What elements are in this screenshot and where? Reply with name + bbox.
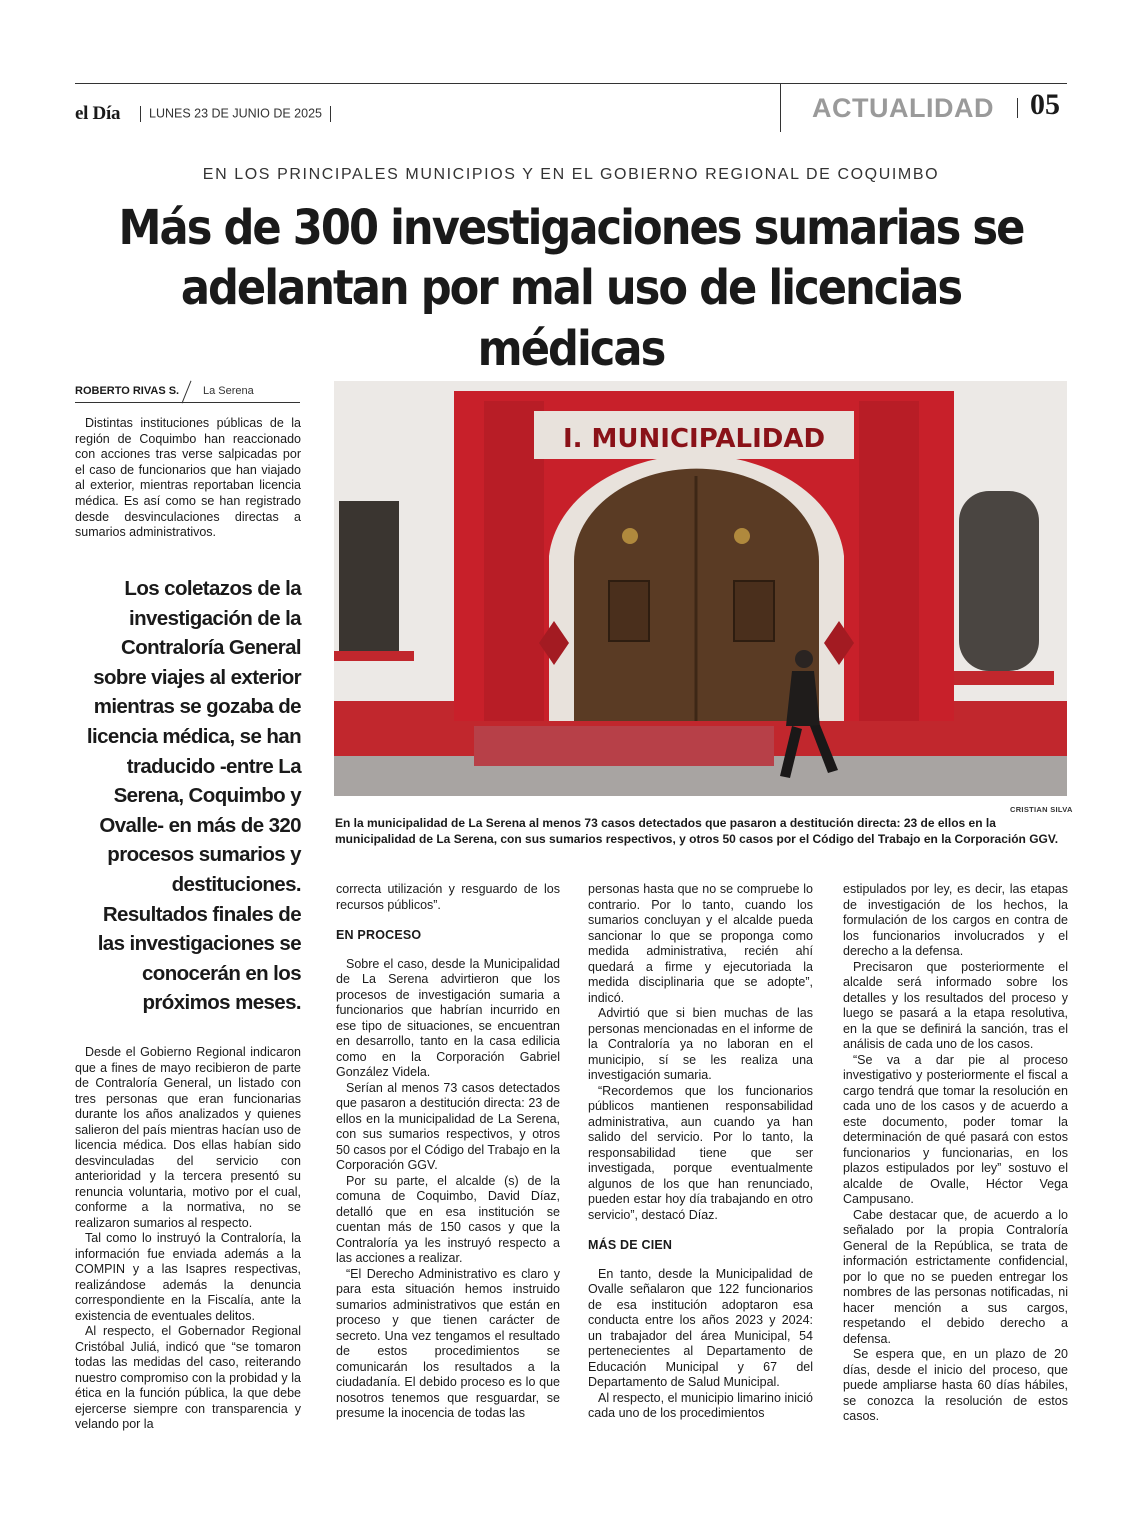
issue-date-row: [132, 106, 339, 122]
body-paragraph: Se espera que, en un plazo de 20 días, desde el inicio del proceso, que puede ampliarse hasta 60 días hábiles, se conozca la resolución de estos casos.: [843, 1347, 1068, 1423]
headline-line-1: Más de 300 investigaciones sumarias se: [118, 200, 1024, 256]
body-column-2: [336, 882, 560, 1422]
article-photo: [334, 381, 1067, 796]
newspaper-logo: el Día: [75, 103, 121, 124]
headline-line-2: adelantan por mal uso de licencias médicas: [180, 260, 962, 377]
lede-paragraph: Distintas instituciones públicas de la región de Coquimbo han reaccionado con acciones tras verse salpicadas por el caso de funcionarios que han viajado al exterior, mientras reportaban licencia médica. Es así como se han registrado desde desvinculaciones directas a sumarios administrativos.: [75, 416, 301, 540]
article-headline: [111, 198, 1031, 379]
photo-credit: CRISTIAN SILVA: [1010, 805, 1073, 814]
subhead-mas-de-cien: MÁS DE CIEN: [588, 1238, 673, 1252]
byline: [75, 382, 300, 403]
body-paragraph: Advirtió que si bien muchas de las personas mencionadas en el informe de la Contraloría ya no laboran en el municipio, sí se les realiza una investigación sumaria.: [588, 1006, 813, 1082]
byline-slash: [182, 381, 192, 404]
body-paragraph: Tal como lo instruyó la Contraloría, la información fue enviada además a la COMPIN y a las Isapres respectivas, realizándose además la denuncia correspondiente en la Fiscalía, ante la existencia de eventuales delitos.: [75, 1231, 301, 1323]
body-paragraph: Por su parte, el alcalde (s) de la comuna de Coquimbo, David Díaz, detalló que en esa institución se cuentan más de 150 casos y que la Contraloría ya les instruyó respecto a las acciones a realizar.: [336, 1173, 560, 1265]
pull-quote: Los coletazos de la investigación de la Contraloría General sobre viajes al exterior mientras se gozaba de licencia médica, se han traducido -entre La Serena, Coquimbo y Ovalle- en más de 320 procesos sumarios y destituciones. Resultados finales de las investigaciones se conocerán en los próximos meses.: [86, 577, 301, 1015]
body-paragraph: En tanto, desde la Municipalidad de Ovalle señalaron que 122 funcionarios de esa institución adoptaron esa conducta entre los años 2023 y 2024: un trabajador del área Municipal, 54 pertenecientes al Departamento de Educación Municipal y 67 del Departamento de Salud Municipal.: [588, 1266, 813, 1389]
article-lede: [75, 416, 301, 541]
body-paragraph: Al respecto, el Gobernador Regional Cristóbal Juliá, indicó que “se tomaron todas las medidas del caso, reiterando nuestro compromiso con la probidad y la ética en la función pública, la que debe ejercerse siempre con transparencia y velando por la: [75, 1324, 301, 1431]
header-rule: [75, 83, 1067, 84]
body-paragraph: Cabe destacar que, de acuerdo a lo señalado por la propia Contraloría General de la República, se trata de información estrictamente confidencial, por lo que no se pueden entregar los nombres de las personas notificadas, ni hacer mención a sus cargos, respetando el debido derecho a defensa.: [843, 1207, 1068, 1346]
issue-date: LUNES 23 DE JUNIO DE 2025: [149, 106, 322, 121]
subhead-en-proceso: EN PROCESO: [336, 928, 422, 942]
body-paragraph: Serían al menos 73 casos detectados que pasaron a destitución directa: 23 de ellos en la municipalidad de La Serena, con sus sumarios respectivos, y otros 50 casos por el Código del Trabajo en la Corporación GGV.: [336, 1080, 560, 1172]
page-number: 05: [1030, 88, 1060, 121]
body-paragraph: Precisaron que posteriormente el alcalde será informado sobre los detalles y los resultados del proceso y luego se pasará a la etapa resolutiva, en la que se definirá la sanción, tras el análisis de cada uno de los casos.: [843, 959, 1068, 1051]
body-paragraph: Sobre el caso, desde la Municipalidad de La Serena advirtieron que los procesos de investigación sumaria a funcionarios que habrían incurrido en ese tipo de situaciones, se encuentran en desarrollo, tanto en la casa edilicia como en la Corporación Gabriel González Videla.: [336, 956, 560, 1079]
building-sign: I. MUNICIPALIDAD: [562, 424, 826, 454]
body-paragraph: correcta utilización y resguardo de los recursos públicos”.: [336, 882, 560, 912]
article-kicker: EN LOS PRINCIPALES MUNICIPIOS Y EN EL GOBIERNO REGIONAL DE COQUIMBO: [202, 166, 940, 183]
date-separator: [140, 106, 141, 122]
header-divider: [780, 84, 781, 132]
section-name: ACTUALIDAD: [812, 93, 994, 123]
date-separator: [330, 106, 331, 122]
body-paragraph: Al respecto, el municipio limarino inició cada uno de los procedimientos: [588, 1390, 813, 1420]
photo-caption: En la municipalidad de La Serena al menos 73 casos detectados que pasaron a destitución directa: 23 de ellos en la municipalidad de La Serena, con sus sumarios respectivos, y otros 50 casos por el Código del Trabajo en la Corporación GGV.: [335, 816, 1059, 846]
body-paragraph: personas hasta que no se compruebe lo contrario. Por lo tanto, cuando los sumarios concluyan y el alcalde pueda sancionar lo que se proponga como medida administrativa, recién ahí quedará a firme y ejecutoriada la medida disciplinaria que se adopte”, indicó.: [588, 882, 813, 1005]
body-paragraph: “El Derecho Administrativo es claro y para esta situación hemos instruido sumarios administrativos que están en proceso y que tienen carácter de secreto. Una vez tengamos el resultado de estos procedimientos se comunicarán los resultados a la ciudadanía. El debido proceso es lo que nosotros tenemos que resguardar, se presume la inocencia de todas las: [336, 1266, 560, 1420]
body-paragraph: estipulados por ley, es decir, las etapas de investigación de los hechos, la formulación de los cargos en contra de los funcionarios involucrados y el derecho a la defensa.: [843, 882, 1068, 958]
body-paragraph: “Recordemos que los funcionarios públicos mantienen responsabilidad administrativa, aun cuando ya han salido del servicio. Por lo tanto, la responsabilidad tiene que ser investigada, porque eventualmente algunos de los que han renunciado, pueden estar hoy día trabajando en otro servicio”, destacó Díaz.: [588, 1083, 813, 1222]
body-paragraph: Desde el Gobierno Regional indicaron que a fines de mayo recibieron de parte de Contraloría General, un listado con tres personas que eran funcionarias durante los años analizados y quienes salieron del país mientras hacían uso de licencia médica. Dos ellas habían sido desvinculadas del servicio con anterioridad y la tercera presentó su renuncia voluntaria, motivo por el cual, conforme a la normativa, no se realizaron sumarios al respecto.: [75, 1045, 301, 1230]
dateline-location: La Serena: [203, 385, 254, 397]
body-column-4: [843, 882, 1068, 1425]
body-column-3: [588, 882, 813, 1422]
body-column-1: [75, 1045, 301, 1433]
author-name: ROBERTO RIVAS S.: [75, 385, 180, 397]
body-paragraph: “Se va a dar pie al proceso investigativo y posteriormente el fiscal a cargo tendrá que tomar la resolución en cada uno de los casos y de acuerdo a este documento, poder tomar la determinación de qué pasará con estos funcionarios y funcionarias, en los plazos estipulados por ley” sostuvo el alcalde de Ovalle, Héctor Vega Campusano.: [843, 1052, 1068, 1206]
page-number-separator: [1017, 98, 1018, 118]
